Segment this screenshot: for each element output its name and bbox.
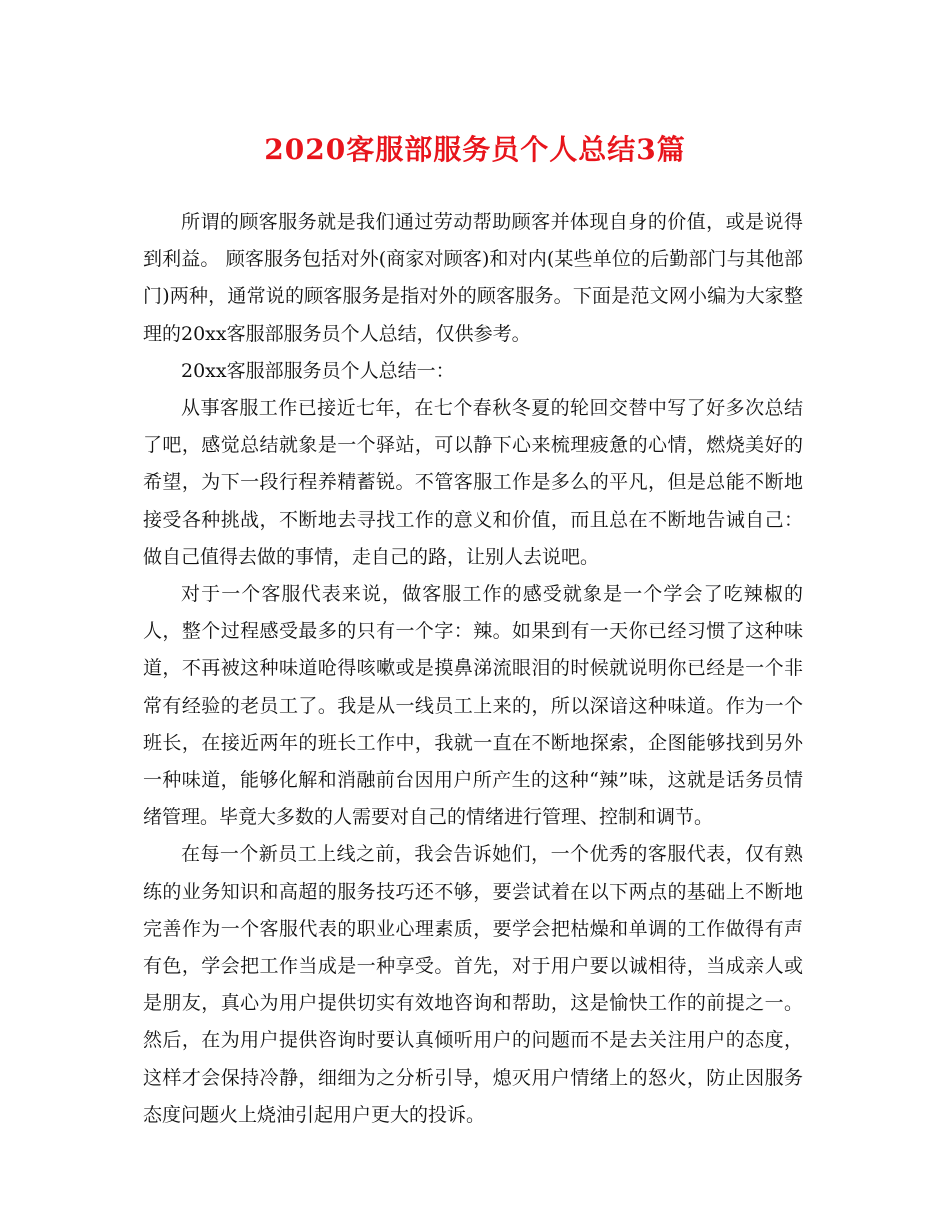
paragraph-experience: 从事客服工作已接近七年，在七个春秋冬夏的轮回交替中写了好多次总结了吧，感觉总结就象是一个驿站，可以静下心来梳理疲惫的心情，燃烧美好的希望，为下一段行程养精蓄锐。不管客服工作是多么的平凡，但是总能不断地接受各种挑战，不断地去寻找工作的意义和价值，而且总在不断地告诫自己：做自己值得去做的事情，走自己的路，让别人去说吧。 [143, 397, 803, 568]
document-body [143, 204, 803, 1134]
paragraph-intro: 所谓的顾客服务就是我们通过劳动帮助顾客并体现自身的价值，或是说得到利益。 顾客服务包括对外(商家对顾客)和对内(某些单位的后勤部门与其他部门)两种，通常说的顾客服务是指对外的顾客服务。下面是范文网小编为大家整理的20xx客服部服务员个人总结，仅供参考。 [143, 211, 803, 345]
paragraph-new-staff-advice: 在每一个新员工上线之前，我会告诉她们，一个优秀的客服代表，仅有熟练的业务知识和高超的服务技巧还不够，要尝试着在以下两点的基础上不断地完善作为一个客服代表的职业心理素质，要学会把枯燥和单调的工作做得有声有色，学会把工作当成是一种享受。首先，对于用户要以诚相待，当成亲人或是朋友，真心为用户提供切实有效地咨询和帮助，这是愉快工作的前提之一。然后，在为用户提供咨询时要认真倾听用户的问题而不是去关注用户的态度，这样才会保持冷静，细细为之分析引导，熄灭用户情绪上的怒火，防止因服务态度问题火上烧油引起用户更大的投诉。 [143, 843, 803, 1126]
paragraph-emotion-management: 对于一个客服代表来说，做客服工作的感受就象是一个学会了吃辣椒的人，整个过程感受最多的只有一个字：辣。如果到有一天你已经习惯了这种味道，不再被这种味道呛得咳嗽或是摸鼻涕流眼泪的时候就说明你已经是一个非常有经验的老员工了。我是从一线员工上来的，所以深谙这种味道。作为一个班长，在接近两年的班长工作中，我就一直在不断地探索，企图能够找到另外一种味道，能够化解和消融前台因用户所产生的这种“辣”味，这就是话务员情绪管理。毕竟大多数的人需要对自己的情绪进行管理、控制和调节。 [143, 583, 803, 829]
document-title: 2020客服部服务员个人总结3篇 [264, 133, 686, 166]
paragraph-section-heading: 20xx客服部服务员个人总结一： [181, 359, 455, 382]
